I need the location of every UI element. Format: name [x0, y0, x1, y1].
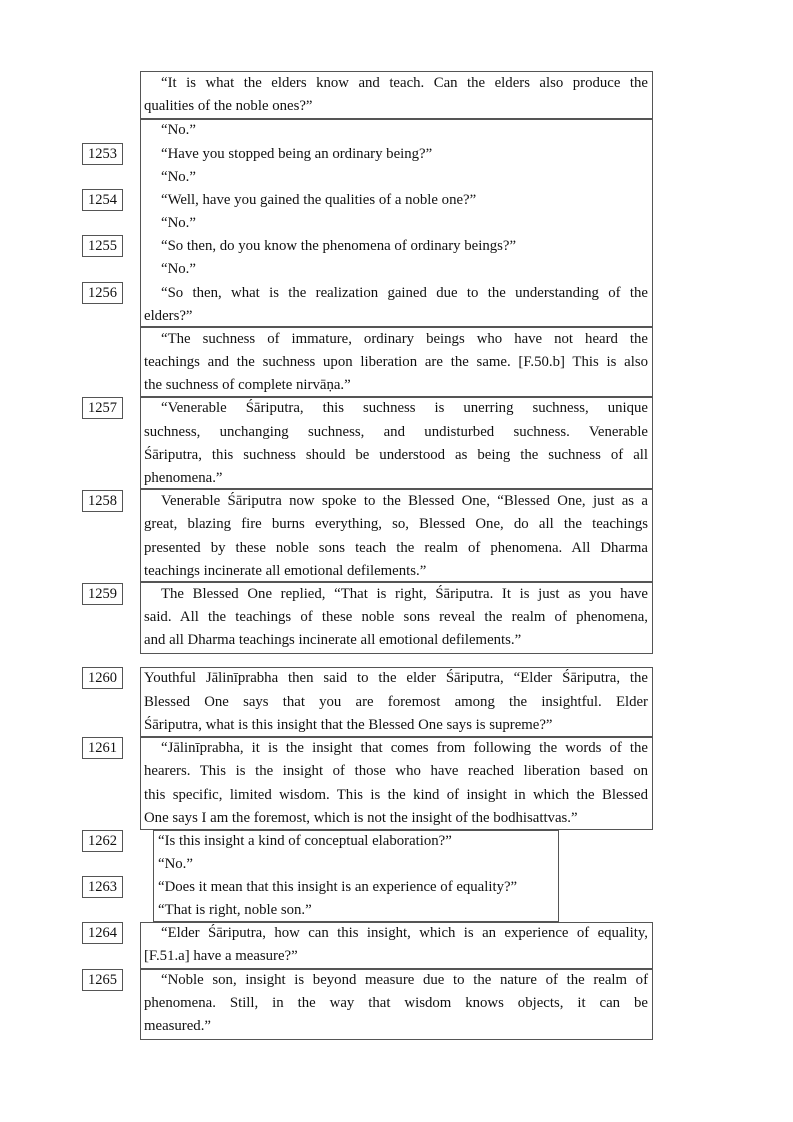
- text-line: great, blazing fire burns everything, so, Blessed One, do all the teachings: [144, 516, 648, 532]
- text-line: “Venerable Śāriputra, this suchness is unerring suchness, unique: [161, 400, 648, 416]
- paragraph-number: 1257: [82, 397, 123, 419]
- paragraph-number: 1258: [82, 490, 123, 512]
- text-line: “No.”: [161, 169, 196, 185]
- text-line: said. All the teachings of these noble sons reveal the realm of phenomena,: [144, 609, 648, 625]
- paragraph-number: 1263: [82, 876, 123, 898]
- text-line: Blessed One says that you are foremost among the insightful. Elder: [144, 694, 648, 710]
- text-line: One says I am the foremost, which is not the insight of the bodhisattvas.”: [144, 810, 578, 826]
- paragraph-number: 1259: [82, 583, 123, 605]
- text-line: “Have you stopped being an ordinary being?”: [161, 146, 433, 162]
- text-line: phenomena.”: [144, 470, 223, 486]
- text-line: “Well, have you gained the qualities of a noble one?”: [161, 192, 477, 208]
- text-line: “Noble son, insight is beyond measure due to the nature of the realm of: [161, 972, 648, 988]
- text-line: hearers. This is the insight of those who have reached liberation based on: [144, 763, 648, 779]
- text-line: “No.”: [161, 215, 196, 231]
- text-line: Venerable Śāriputra now spoke to the Blessed One, “Blessed One, just as a: [161, 493, 648, 509]
- text-line: teachings incinerate all emotional defilements.”: [144, 563, 427, 579]
- text-line: “So then, do you know the phenomena of ordinary beings?”: [161, 238, 517, 254]
- text-line: “Does it mean that this insight is an experience of equality?”: [158, 879, 518, 895]
- text-line: Śāriputra, what is this insight that the Blessed One says is supreme?”: [144, 717, 553, 733]
- paragraph-number: 1255: [82, 235, 123, 257]
- text-line: “No.”: [161, 261, 196, 277]
- text-line: “Is this insight a kind of conceptual elaboration?”: [158, 833, 452, 849]
- paragraph-number: 1264: [82, 922, 123, 944]
- text-line: elders?”: [144, 308, 193, 324]
- text-line: “That is right, noble son.”: [158, 902, 312, 918]
- paragraph-number: 1256: [82, 282, 123, 304]
- text-line: the suchness of complete nirvāṇa.”: [144, 377, 351, 393]
- paragraph-number: 1262: [82, 830, 123, 852]
- paragraph-number: 1260: [82, 667, 123, 689]
- text-line: this specific, limited wisdom. This is the kind of insight in which the Blessed: [144, 787, 648, 803]
- paragraph-number: 1253: [82, 143, 123, 165]
- text-line: Śāriputra, this suchness should be understood as being the suchness of all: [144, 447, 648, 463]
- text-line: presented by these noble sons teach the realm of phenomena. All Dharma: [144, 540, 648, 556]
- text-line: “No.”: [161, 122, 196, 138]
- text-line: “Elder Śāriputra, how can this insight, which is an experience of equality,: [161, 925, 648, 941]
- text-line: phenomena. Still, in the way that wisdom knows objects, it can be: [144, 995, 648, 1011]
- paragraph-number: 1265: [82, 969, 123, 991]
- text-line: Youthful Jālinīprabha then said to the elder Śāriputra, “Elder Śāriputra, the: [144, 670, 648, 686]
- text-line: “The suchness of immature, ordinary beings who have not heard the: [161, 331, 648, 347]
- text-line: “So then, what is the realization gained due to the understanding of the: [161, 285, 648, 301]
- text-line: teachings and the suchness upon liberation are the same. [F.50.b] This is also: [144, 354, 648, 370]
- text-line: measured.”: [144, 1018, 211, 1034]
- text-line: and all Dharma teachings incinerate all emotional defilements.”: [144, 632, 522, 648]
- text-line: “No.”: [158, 856, 193, 872]
- text-line: “It is what the elders know and teach. Can the elders also produce the: [161, 75, 648, 91]
- text-line: [F.51.a] have a measure?”: [144, 948, 298, 964]
- paragraph-number: 1254: [82, 189, 123, 211]
- text-line: suchness, unchanging suchness, and undisturbed suchness. Venerable: [144, 424, 648, 440]
- text-line: The Blessed One replied, “That is right, Śāriputra. It is just as you have: [161, 586, 648, 602]
- paragraph-number: 1261: [82, 737, 123, 759]
- text-line: “Jālinīprabha, it is the insight that comes from following the words of the: [161, 740, 648, 756]
- text-line: qualities of the noble ones?”: [144, 98, 313, 114]
